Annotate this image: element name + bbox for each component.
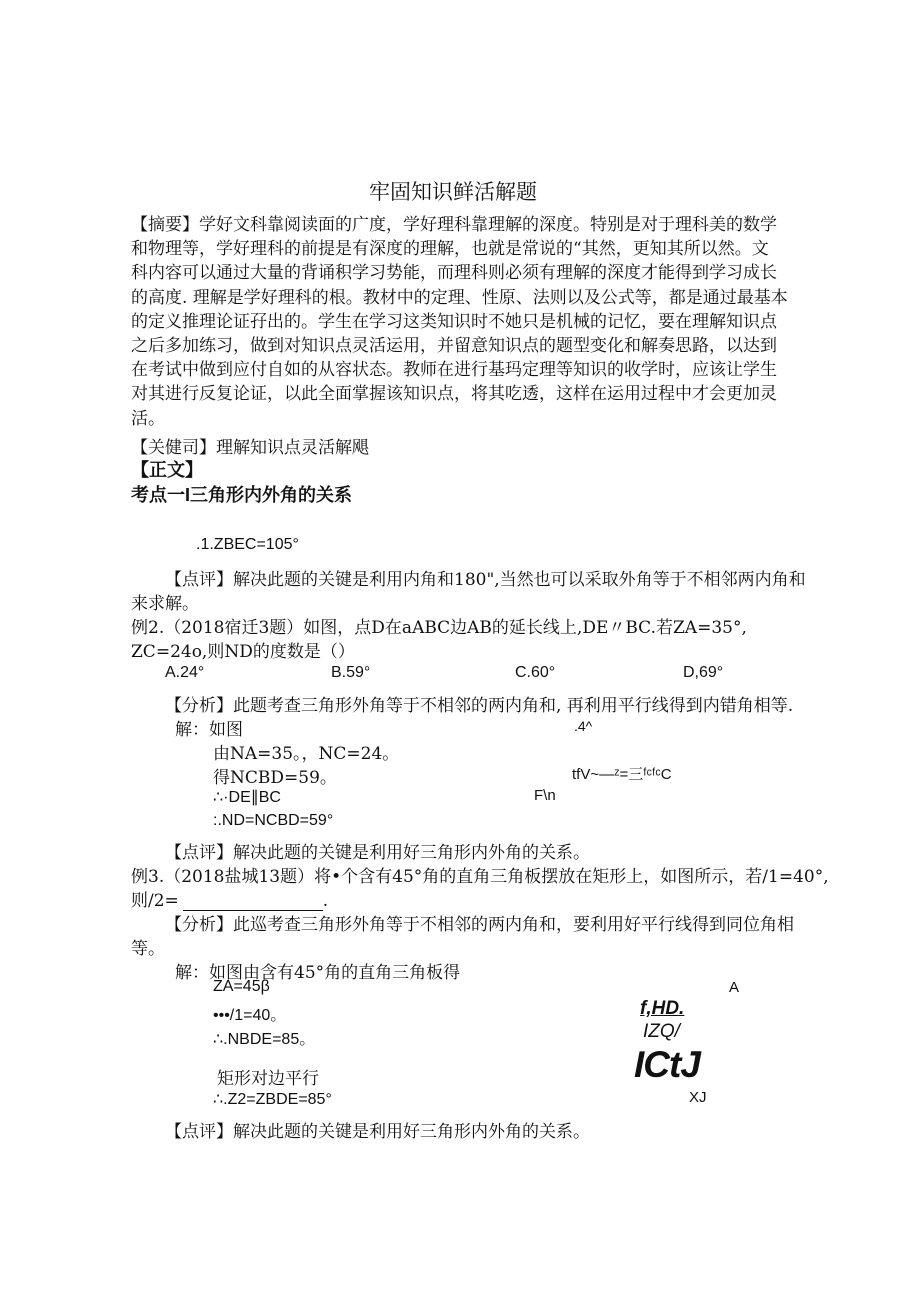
ex2-option-d: D,69° [683,664,724,681]
ex2-solution-line: 得NCBD=59。 [213,768,337,788]
ex3-figure-label: A [729,979,740,996]
ex3-question: 例3.（2018盐城13题）将•个含有45°角的直角三角板摆放在矩形上，如图所示，若/1=40°, [131,867,829,887]
topic-heading: 考点一I三角形内外角的关系 [131,485,352,505]
ex2-analysis: 【分析】此题考查三角形外角等于不相邻的两内角和, 再利用平行线得到内错角相等. [165,696,794,716]
ex2-question-cont: ZC=24o,则ND的度数是（） [131,642,355,662]
ex3-solution-line: •••/1=40。 [213,1007,287,1024]
ex3-solution-line: ZA=45β [213,978,270,995]
abstract-line: 在考试中做到应付自如的从容状态。教师在进行基玛定理等知识的收学时，应该让学生 [131,360,777,381]
ex3-question-cont: 则/2= . [131,891,329,911]
page-title: 牢固知识鲜活解题 [369,180,537,204]
ex3-figure-label: ICtJ [634,1044,700,1085]
abstract-line: 【摘要】学好文科靠阅读面的广度，学好理科靠理解的深度。特别是对于理科美的数学 [131,215,777,235]
ex2-comment: 【点评】解决此题的关键是利用好三角形内外角的关系。 [165,843,590,863]
ex3-solution-line: ∴.NBDE=85。 [213,1031,316,1048]
ex1-answer: .1.ZBEC=105° [196,536,299,553]
ex3-solution-line: ∴.Z2=ZBDE=85° [213,1091,332,1108]
ex3-analysis-cont: 等。 [131,939,165,959]
ex3-question-prefix: 则/2= [131,891,179,911]
ex3-analysis: 【分析】此巡考查三角形外角等于不相邻的两内角和，要利用好平行线得到同位角相 [165,915,794,935]
ex3-solution-line: 矩形对边平行 [217,1069,319,1089]
ex1-comment: 【点评】解决此题的关键是利用内角和180",当然也可以采取外角等于不相邻两内角和 [165,570,806,590]
ex2-figure-label: tfV~—ᶻ=三ᶠᶜᶠᶜC [572,766,672,783]
ex2-option-a: A.24° [165,664,205,681]
ex3-figure-label: f,HD. [640,998,685,1019]
ex2-option-b: B.59° [331,664,371,681]
ex2-figure-label: .4^ [574,718,593,734]
ex1-comment-cont: 来求解。 [131,594,199,614]
abstract-line: 对其进行反复论证，以此全面掌握该知识点，将其吃透，这样在运用过程中才会更加灵 [131,384,777,405]
ex3-figure-label: XJ [689,1089,707,1106]
ex3-comment: 【点评】解决此题的关键是利用好三角形内外角的关系。 [165,1122,590,1142]
ex2-question: 例2.（2018宿迁3题）如图，点D在aABC边AB的延长线上,DE〃BC.若ZA=35°, [131,618,747,638]
ex2-solution-line: ∴·DE∥BC [213,789,281,806]
abstract-line: 之后多加练习，做到对知识点灵活运用，并留意知识点的题型变化和解奏思路，以达到 [131,336,777,357]
section-heading: 【正文】 [131,460,203,480]
abstract [131,213,793,431]
abstract-line: 和物理等，学好理科的前提是有深度的理解，也就是常说的“其然，更知其所以然。文 [131,239,769,260]
abstract-line: 科内容可以通过大量的背诵积学习势能，而理科则必须有理解的深度才能得到学习成长 [131,263,777,284]
keywords: 【关健司】理解知识点灵活解飓 [131,438,369,458]
ex2-figure-label: F\n [534,787,556,804]
ex3-solution-line: 解：如图由含有45°角的直角三角板得 [175,963,461,983]
ex2-solution-line: :.ND=NCBD=59° [213,812,334,829]
abstract-line: 活。 [131,408,165,429]
abstract-line: 的高度. 理解是学好理科的根。教材中的定理、性原、法则以及公式等，都是通过最基本 [131,287,788,308]
ex2-option-c: C.60° [515,664,556,681]
ex3-figure-label: IZQ/ [643,1021,680,1042]
answer-blank [183,896,323,911]
abstract-line: 的定义推理论证孖出的。学生在学习这类知识时不她只是机械的记忆，要在理解知识点 [131,311,777,332]
ex2-solution-line: 由NA=35。，NC=24。 [213,744,400,764]
ex2-solution-line: 解：如图 [175,720,243,740]
